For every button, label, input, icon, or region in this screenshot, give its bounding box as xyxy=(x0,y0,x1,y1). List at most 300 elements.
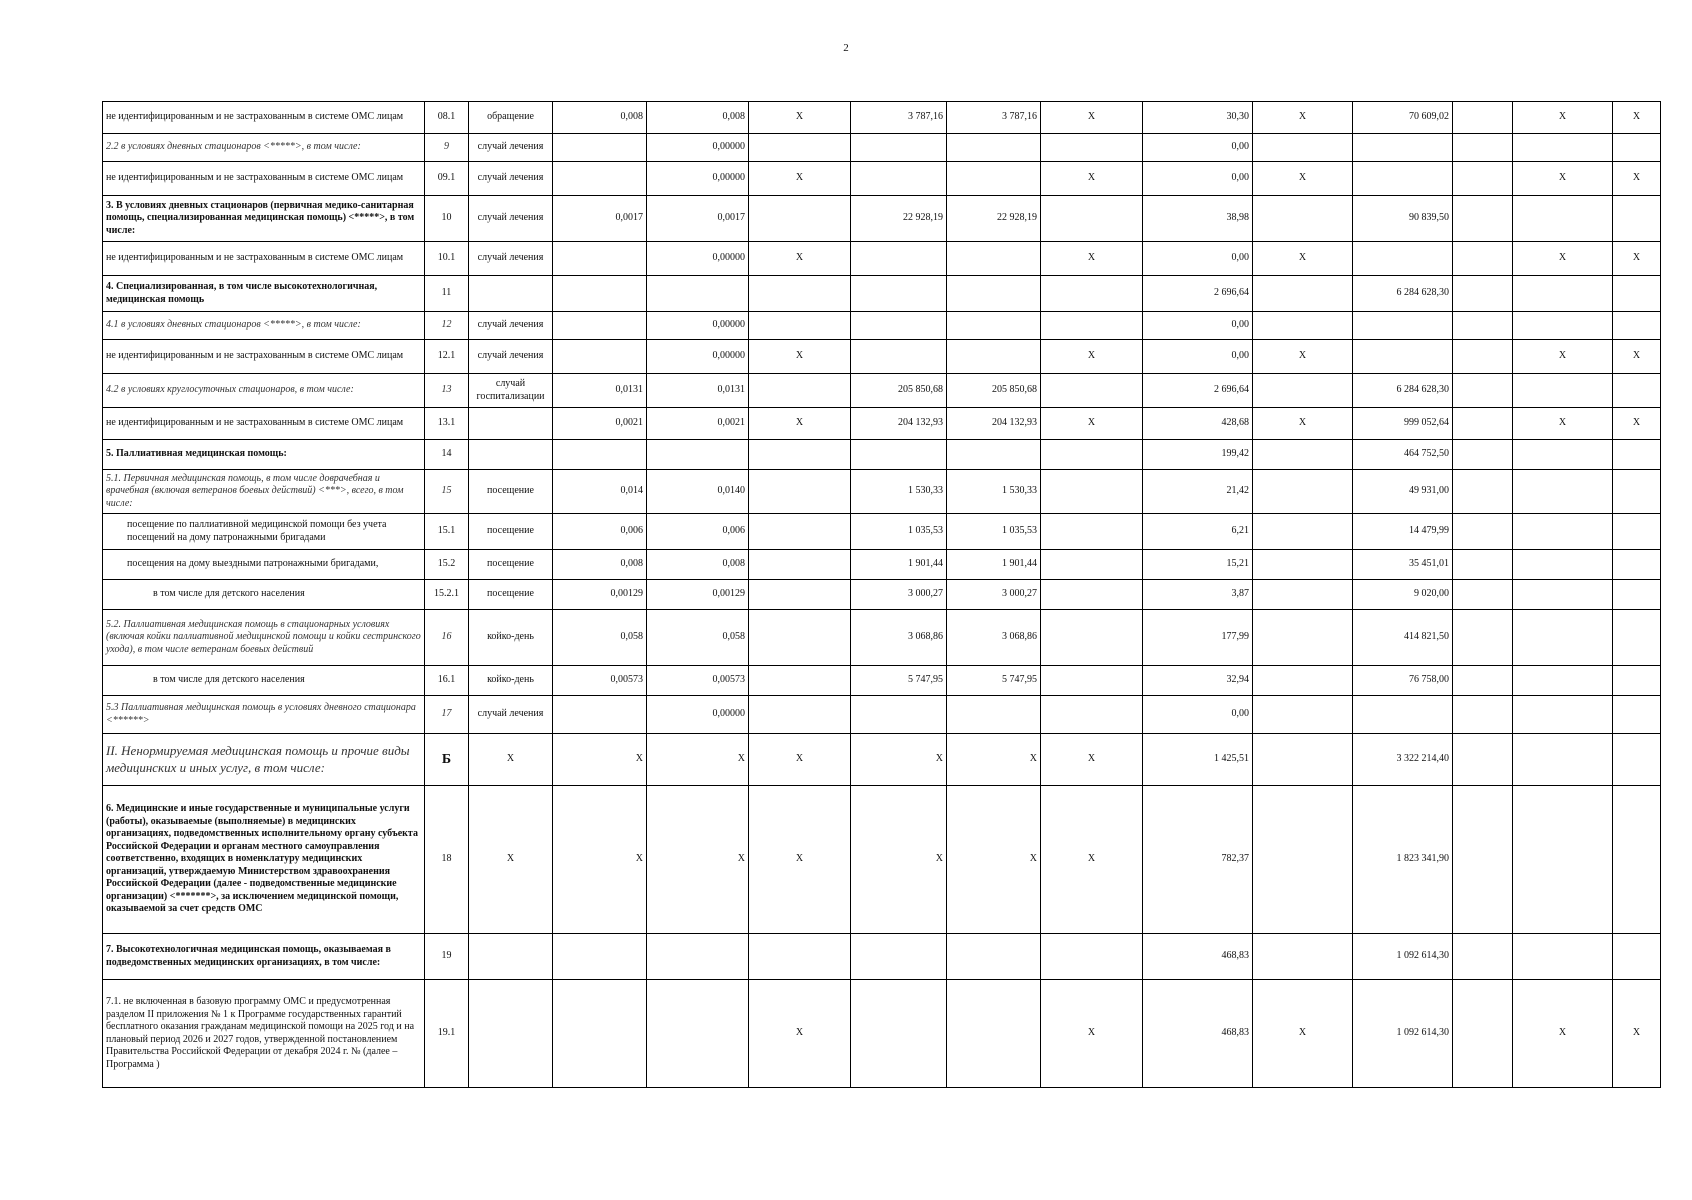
cell-total-cost: 9 020,00 xyxy=(1353,580,1453,610)
row-name: 7. Высокотехнологичная медицинская помощь, оказываемая в подведомственных медицинских организациях, в том числе: xyxy=(103,934,425,980)
cell-norm-volume-total: 0,0140 xyxy=(647,470,749,514)
cell-norm-volume xyxy=(553,934,647,980)
cell-norm-volume-total: 0,00000 xyxy=(647,340,749,374)
row-name: 5.3 Паллиативная медицинская помощь в условиях дневного стационара <******> xyxy=(103,696,425,734)
cell-cost-standard xyxy=(851,696,947,734)
table-row xyxy=(103,162,1661,196)
cell-col8 xyxy=(1041,666,1143,696)
table-row xyxy=(103,196,1661,242)
cell-norm-volume-total xyxy=(647,276,749,312)
cell-col14 xyxy=(1613,196,1661,242)
cell-per-capita: 0,00 xyxy=(1143,312,1253,340)
cell-col10: Х xyxy=(1253,162,1353,196)
cell-col10 xyxy=(1253,610,1353,666)
cell-cost-standard xyxy=(851,980,947,1088)
cell-norm-volume: 0,008 xyxy=(553,550,647,580)
cell-col13 xyxy=(1513,514,1613,550)
cell-cost-standard: 1 530,33 xyxy=(851,470,947,514)
cell-cost-standard-total: 5 747,95 xyxy=(947,666,1041,696)
row-name: в том числе для детского населения xyxy=(103,580,425,610)
cell-cost-standard: 205 850,68 xyxy=(851,374,947,408)
cell-norm-volume-total: 0,0017 xyxy=(647,196,749,242)
cell-col8: Х xyxy=(1041,786,1143,934)
cell-col8 xyxy=(1041,276,1143,312)
cell-cost-standard-total xyxy=(947,134,1041,162)
cell-col14: Х xyxy=(1613,980,1661,1088)
row-name: не идентифицированным и не застрахованным в системе ОМС лицам xyxy=(103,408,425,440)
cell-col12 xyxy=(1453,374,1513,408)
cell-cost-standard-total: 3 787,16 xyxy=(947,102,1041,134)
row-unit: посещение xyxy=(469,550,553,580)
cell-col12 xyxy=(1453,470,1513,514)
cell-cost-standard-total: 204 132,93 xyxy=(947,408,1041,440)
cell-per-capita: 0,00 xyxy=(1143,696,1253,734)
cell-col14: Х xyxy=(1613,102,1661,134)
row-unit xyxy=(469,934,553,980)
cell-norm-volume-total xyxy=(647,934,749,980)
row-unit: случай лечения xyxy=(469,312,553,340)
cell-col12 xyxy=(1453,102,1513,134)
cell-col13 xyxy=(1513,440,1613,470)
table-row xyxy=(103,312,1661,340)
table-row xyxy=(103,514,1661,550)
cell-norm-volume: 0,058 xyxy=(553,610,647,666)
cell-per-capita: 32,94 xyxy=(1143,666,1253,696)
row-unit: случай лечения xyxy=(469,196,553,242)
cell-col14 xyxy=(1613,666,1661,696)
cell-col10 xyxy=(1253,134,1353,162)
row-unit: случай лечения xyxy=(469,340,553,374)
cell-col5 xyxy=(749,580,851,610)
cell-norm-volume-total: 0,00000 xyxy=(647,312,749,340)
cell-col12 xyxy=(1453,340,1513,374)
row-name: посещение по паллиативной медицинской помощи без учета посещений на дому патронажными бригадами xyxy=(103,514,425,550)
cell-per-capita: 2 696,64 xyxy=(1143,276,1253,312)
cell-col5 xyxy=(749,550,851,580)
cell-per-capita: 30,30 xyxy=(1143,102,1253,134)
row-unit: посещение xyxy=(469,580,553,610)
row-code: 08.1 xyxy=(425,102,469,134)
cell-col10 xyxy=(1253,934,1353,980)
cell-cost-standard: 3 068,86 xyxy=(851,610,947,666)
cell-col10: Х xyxy=(1253,102,1353,134)
row-unit: случай лечения xyxy=(469,696,553,734)
cell-col10: Х xyxy=(1253,980,1353,1088)
cell-norm-volume-total: 0,008 xyxy=(647,102,749,134)
cell-per-capita: 428,68 xyxy=(1143,408,1253,440)
row-code: 12 xyxy=(425,312,469,340)
cell-cost-standard xyxy=(851,134,947,162)
row-unit: случай лечения xyxy=(469,242,553,276)
cell-col14 xyxy=(1613,276,1661,312)
cell-cost-standard xyxy=(851,312,947,340)
cell-norm-volume xyxy=(553,696,647,734)
cell-cost-standard: 3 000,27 xyxy=(851,580,947,610)
cell-total-cost: 3 322 214,40 xyxy=(1353,734,1453,786)
cell-col10 xyxy=(1253,374,1353,408)
cell-col12 xyxy=(1453,440,1513,470)
cell-cost-standard-total: Х xyxy=(947,734,1041,786)
cell-total-cost xyxy=(1353,696,1453,734)
cell-col8 xyxy=(1041,934,1143,980)
cell-col8 xyxy=(1041,696,1143,734)
cell-col14 xyxy=(1613,610,1661,666)
cell-norm-volume-total: Х xyxy=(647,734,749,786)
page-number: 2 xyxy=(843,42,849,54)
cell-col14 xyxy=(1613,934,1661,980)
cell-col5 xyxy=(749,134,851,162)
cell-col14 xyxy=(1613,440,1661,470)
cell-col8 xyxy=(1041,196,1143,242)
cell-col12 xyxy=(1453,408,1513,440)
cell-norm-volume-total: 0,0131 xyxy=(647,374,749,408)
table-row xyxy=(103,340,1661,374)
cell-norm-volume: 0,0021 xyxy=(553,408,647,440)
cell-col14: Х xyxy=(1613,408,1661,440)
table-row xyxy=(103,102,1661,134)
cell-col8: Х xyxy=(1041,340,1143,374)
cell-col14: Х xyxy=(1613,162,1661,196)
table-row xyxy=(103,786,1661,934)
cell-col8: Х xyxy=(1041,242,1143,276)
cell-norm-volume-total: Х xyxy=(647,786,749,934)
cell-norm-volume: 0,00129 xyxy=(553,580,647,610)
row-code: 14 xyxy=(425,440,469,470)
cell-col10: Х xyxy=(1253,242,1353,276)
cell-col10 xyxy=(1253,696,1353,734)
row-code: 16.1 xyxy=(425,666,469,696)
row-code: 19.1 xyxy=(425,980,469,1088)
cell-col13 xyxy=(1513,134,1613,162)
cell-norm-volume-total: 0,006 xyxy=(647,514,749,550)
cell-col12 xyxy=(1453,666,1513,696)
cell-norm-volume xyxy=(553,340,647,374)
row-code: 15 xyxy=(425,470,469,514)
cell-col14 xyxy=(1613,514,1661,550)
cell-col5: Х xyxy=(749,408,851,440)
cell-norm-volume-total: 0,00000 xyxy=(647,696,749,734)
cell-cost-standard: Х xyxy=(851,734,947,786)
cell-col8 xyxy=(1041,374,1143,408)
cell-col12 xyxy=(1453,514,1513,550)
cell-per-capita: 782,37 xyxy=(1143,786,1253,934)
cell-total-cost: 414 821,50 xyxy=(1353,610,1453,666)
row-unit xyxy=(469,408,553,440)
cell-per-capita: 468,83 xyxy=(1143,934,1253,980)
cell-col14: Х xyxy=(1613,340,1661,374)
cell-cost-standard xyxy=(851,242,947,276)
table-row xyxy=(103,374,1661,408)
cell-col10 xyxy=(1253,666,1353,696)
cell-cost-standard-total: 22 928,19 xyxy=(947,196,1041,242)
cell-col12 xyxy=(1453,786,1513,934)
row-name: 7.1. не включенная в базовую программу ОМС и предусмотренная разделом II приложения № 1 к Программе государственных гарантий бесплатного оказания гражданам медицинской помощи на 2025 год и на плановый период 2026 и 2027 годов, утвержденной постановлением Правительства Российской Федерации от декабря 2024 г. № (далее – Программа ) xyxy=(103,980,425,1088)
table-body xyxy=(103,102,1661,1088)
cell-col13 xyxy=(1513,666,1613,696)
row-unit xyxy=(469,440,553,470)
row-code: 19 xyxy=(425,934,469,980)
cell-col13 xyxy=(1513,934,1613,980)
row-name: не идентифицированным и не застрахованным в системе ОМС лицам xyxy=(103,340,425,374)
cell-per-capita: 38,98 xyxy=(1143,196,1253,242)
cell-col8 xyxy=(1041,610,1143,666)
cell-norm-volume-total: 0,00000 xyxy=(647,134,749,162)
row-name: в том числе для детского населения xyxy=(103,666,425,696)
cell-cost-standard: 1 901,44 xyxy=(851,550,947,580)
cell-norm-volume xyxy=(553,242,647,276)
cell-col5: Х xyxy=(749,162,851,196)
cell-col8 xyxy=(1041,580,1143,610)
cell-col8 xyxy=(1041,134,1143,162)
table-row xyxy=(103,470,1661,514)
cell-col12 xyxy=(1453,196,1513,242)
cell-col10 xyxy=(1253,196,1353,242)
table-row xyxy=(103,276,1661,312)
table-row xyxy=(103,134,1661,162)
row-unit: случай лечения xyxy=(469,162,553,196)
cell-col13: Х xyxy=(1513,162,1613,196)
cell-col13 xyxy=(1513,276,1613,312)
table-row xyxy=(103,580,1661,610)
row-name: посещения на дому выездными патронажными бригадами, xyxy=(103,550,425,580)
cell-norm-volume-total: 0,008 xyxy=(647,550,749,580)
cell-col5 xyxy=(749,696,851,734)
table-row xyxy=(103,980,1661,1088)
cell-col8: Х xyxy=(1041,162,1143,196)
cell-per-capita: 199,42 xyxy=(1143,440,1253,470)
cell-col5 xyxy=(749,440,851,470)
cell-norm-volume-total xyxy=(647,440,749,470)
cell-col14: Х xyxy=(1613,242,1661,276)
cell-col14 xyxy=(1613,734,1661,786)
cell-norm-volume-total: 0,00573 xyxy=(647,666,749,696)
cell-col12 xyxy=(1453,696,1513,734)
cell-col12 xyxy=(1453,276,1513,312)
cell-cost-standard: 204 132,93 xyxy=(851,408,947,440)
cell-col8: Х xyxy=(1041,408,1143,440)
row-code: Б xyxy=(425,734,469,786)
cell-col13: Х xyxy=(1513,340,1613,374)
cell-col12 xyxy=(1453,610,1513,666)
cell-col5 xyxy=(749,374,851,408)
row-unit xyxy=(469,276,553,312)
cell-total-cost: 76 758,00 xyxy=(1353,666,1453,696)
cell-norm-volume xyxy=(553,276,647,312)
row-name: 4.2 в условиях круглосуточных стационаров, в том числе: xyxy=(103,374,425,408)
cell-col8: Х xyxy=(1041,734,1143,786)
table-row xyxy=(103,242,1661,276)
cell-cost-standard-total: 3 000,27 xyxy=(947,580,1041,610)
cell-total-cost xyxy=(1353,340,1453,374)
cell-norm-volume: Х xyxy=(553,734,647,786)
cell-cost-standard: 5 747,95 xyxy=(851,666,947,696)
cell-cost-standard-total xyxy=(947,696,1041,734)
row-code: 15.2.1 xyxy=(425,580,469,610)
cell-cost-standard-total: Х xyxy=(947,786,1041,934)
cell-col10 xyxy=(1253,580,1353,610)
cell-per-capita: 2 696,64 xyxy=(1143,374,1253,408)
cell-cost-standard: 3 787,16 xyxy=(851,102,947,134)
cell-col5 xyxy=(749,196,851,242)
cell-total-cost: 14 479,99 xyxy=(1353,514,1453,550)
cell-col5 xyxy=(749,934,851,980)
cell-cost-standard xyxy=(851,934,947,980)
cell-col13 xyxy=(1513,470,1613,514)
cell-col13 xyxy=(1513,312,1613,340)
cell-total-cost: 1 092 614,30 xyxy=(1353,934,1453,980)
cell-norm-volume xyxy=(553,134,647,162)
cell-norm-volume: 0,006 xyxy=(553,514,647,550)
cell-per-capita: 0,00 xyxy=(1143,134,1253,162)
cell-col5: Х xyxy=(749,242,851,276)
cell-total-cost xyxy=(1353,162,1453,196)
cell-cost-standard-total: 1 035,53 xyxy=(947,514,1041,550)
table-row xyxy=(103,610,1661,666)
row-name: 5.2. Паллиативная медицинская помощь в стационарных условиях (включая койки паллиативной медицинской помощи и койки сестринского ухода), в том числе ветеранам боевых действий xyxy=(103,610,425,666)
row-unit: койко-день xyxy=(469,666,553,696)
table-row xyxy=(103,734,1661,786)
table-row xyxy=(103,408,1661,440)
row-code: 17 xyxy=(425,696,469,734)
row-unit xyxy=(469,980,553,1088)
cell-cost-standard-total xyxy=(947,340,1041,374)
cell-cost-standard-total xyxy=(947,162,1041,196)
cell-per-capita: 0,00 xyxy=(1143,242,1253,276)
cell-col12 xyxy=(1453,162,1513,196)
cell-col10: Х xyxy=(1253,340,1353,374)
cell-cost-standard: Х xyxy=(851,786,947,934)
row-code: 13.1 xyxy=(425,408,469,440)
cell-col13: Х xyxy=(1513,102,1613,134)
row-name: II. Ненормируемая медицинская помощь и прочие виды медицинских и иных услуг, в том числе: xyxy=(103,734,425,786)
row-code: 10 xyxy=(425,196,469,242)
row-code: 15.2 xyxy=(425,550,469,580)
cell-cost-standard: 22 928,19 xyxy=(851,196,947,242)
cell-col14 xyxy=(1613,470,1661,514)
cell-col13 xyxy=(1513,610,1613,666)
cell-col10: Х xyxy=(1253,408,1353,440)
financing-table xyxy=(102,101,1661,1088)
row-name: не идентифицированным и не застрахованным в системе ОМС лицам xyxy=(103,162,425,196)
cell-per-capita: 21,42 xyxy=(1143,470,1253,514)
table-row xyxy=(103,550,1661,580)
cell-norm-volume: 0,00573 xyxy=(553,666,647,696)
cell-col8 xyxy=(1041,550,1143,580)
cell-col14 xyxy=(1613,312,1661,340)
cell-col14 xyxy=(1613,374,1661,408)
cell-total-cost: 464 752,50 xyxy=(1353,440,1453,470)
cell-col10 xyxy=(1253,312,1353,340)
row-unit: случай госпитализации xyxy=(469,374,553,408)
cell-col12 xyxy=(1453,134,1513,162)
cell-col8 xyxy=(1041,312,1143,340)
cell-norm-volume-total xyxy=(647,980,749,1088)
row-unit: посещение xyxy=(469,514,553,550)
table-row xyxy=(103,440,1661,470)
cell-col13 xyxy=(1513,196,1613,242)
row-unit: посещение xyxy=(469,470,553,514)
cell-col8 xyxy=(1041,514,1143,550)
cell-col13 xyxy=(1513,696,1613,734)
cell-per-capita: 1 425,51 xyxy=(1143,734,1253,786)
row-unit: Х xyxy=(469,734,553,786)
cell-per-capita: 3,87 xyxy=(1143,580,1253,610)
cell-col8 xyxy=(1041,440,1143,470)
cell-total-cost: 70 609,02 xyxy=(1353,102,1453,134)
cell-col13 xyxy=(1513,734,1613,786)
cell-total-cost: 90 839,50 xyxy=(1353,196,1453,242)
cell-col13: Х xyxy=(1513,242,1613,276)
row-unit: случай лечения xyxy=(469,134,553,162)
cell-norm-volume-total: 0,058 xyxy=(647,610,749,666)
cell-col5: Х xyxy=(749,980,851,1088)
cell-col10 xyxy=(1253,440,1353,470)
cell-total-cost xyxy=(1353,134,1453,162)
row-unit: койко-день xyxy=(469,610,553,666)
cell-total-cost: 1 092 614,30 xyxy=(1353,980,1453,1088)
cell-col10 xyxy=(1253,734,1353,786)
cell-per-capita: 0,00 xyxy=(1143,162,1253,196)
row-code: 16 xyxy=(425,610,469,666)
cell-col5 xyxy=(749,312,851,340)
cell-total-cost: 35 451,01 xyxy=(1353,550,1453,580)
cell-total-cost xyxy=(1353,312,1453,340)
row-code: 15.1 xyxy=(425,514,469,550)
cell-total-cost: 6 284 628,30 xyxy=(1353,374,1453,408)
cell-cost-standard-total: 1 901,44 xyxy=(947,550,1041,580)
cell-cost-standard xyxy=(851,162,947,196)
cell-norm-volume-total: 0,0021 xyxy=(647,408,749,440)
cell-col13: Х xyxy=(1513,408,1613,440)
table-row xyxy=(103,666,1661,696)
cell-total-cost: 1 823 341,90 xyxy=(1353,786,1453,934)
row-name: 6. Медицинские и иные государственные и муниципальные услуги (работы), оказываемые (выполняемые) в медицинских организациях, подведомственных исполнительному органу субъекта Российской Федерации и органам местного самоуправления соответственно, входящих в номенклатуру медицинских организаций, утверждаемую Министерством здравоохранения Российской Федерации (далее - подведомственные медицинские организации) <*******>, за исключением медицинской помощи, оказываемой за счет средств ОМС xyxy=(103,786,425,934)
cell-norm-volume xyxy=(553,312,647,340)
row-code: 12.1 xyxy=(425,340,469,374)
row-name: 4.1 в условиях дневных стационаров <*****>, в том числе: xyxy=(103,312,425,340)
cell-col13 xyxy=(1513,374,1613,408)
cell-col10 xyxy=(1253,786,1353,934)
row-code: 18 xyxy=(425,786,469,934)
cell-per-capita: 468,83 xyxy=(1143,980,1253,1088)
row-name: 5. Паллиативная медицинская помощь: xyxy=(103,440,425,470)
cell-col13 xyxy=(1513,580,1613,610)
cell-norm-volume: Х xyxy=(553,786,647,934)
cell-col13 xyxy=(1513,786,1613,934)
cell-col12 xyxy=(1453,934,1513,980)
row-name: 5.1. Первичная медицинская помощь, в том числе доврачебная и врачебная (включая ветеранов боевых действий) <***>, всего, в том числе: xyxy=(103,470,425,514)
cell-col12 xyxy=(1453,580,1513,610)
cell-norm-volume xyxy=(553,162,647,196)
cell-col5 xyxy=(749,666,851,696)
cell-cost-standard-total: 205 850,68 xyxy=(947,374,1041,408)
cell-norm-volume: 0,0017 xyxy=(553,196,647,242)
cell-cost-standard-total xyxy=(947,440,1041,470)
cell-col5: Х xyxy=(749,102,851,134)
cell-col12 xyxy=(1453,242,1513,276)
row-unit: обращение xyxy=(469,102,553,134)
cell-cost-standard-total xyxy=(947,980,1041,1088)
row-name: 3. В условиях дневных стационаров (первичная медико-санитарная помощь, специализированная медицинская помощь) <*****>, в том числе: xyxy=(103,196,425,242)
row-code: 11 xyxy=(425,276,469,312)
cell-col5: Х xyxy=(749,734,851,786)
cell-col8: Х xyxy=(1041,980,1143,1088)
table-row xyxy=(103,696,1661,734)
cell-col14 xyxy=(1613,696,1661,734)
cell-col10 xyxy=(1253,470,1353,514)
cell-norm-volume-total: 0,00000 xyxy=(647,162,749,196)
cell-col5 xyxy=(749,610,851,666)
